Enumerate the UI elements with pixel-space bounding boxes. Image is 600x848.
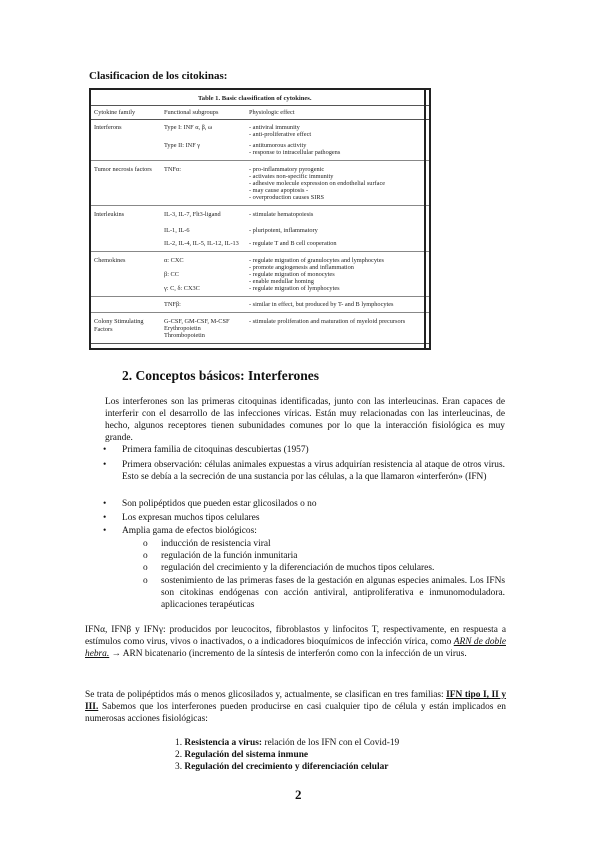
- bullet-item: Primera familia de citoquinas descubiertas (1957): [122, 445, 309, 455]
- table-cell: γ: C, δ: CX3C: [164, 285, 200, 292]
- table-cell: - regulate T and B cell cooperation: [249, 240, 337, 247]
- numbered-item: 1. Resistencia a virus: relación de los IFN con el Covid-19: [175, 738, 400, 748]
- table-cell: Chemokines: [94, 257, 126, 264]
- sub-bullet-marker: o: [143, 563, 148, 573]
- table-cell: - may cause apoptosis -: [249, 187, 309, 194]
- arn-link-text: ARN de doble hebra.: [85, 637, 506, 659]
- sub-bullet-item: inducción de resistencia viral: [161, 539, 271, 549]
- bullet-marker: •: [103, 499, 107, 509]
- table-cell: Interleukins: [94, 211, 125, 218]
- table-cell: - promote angiogenesis and inflammation: [249, 264, 354, 271]
- table-cell: - response to intracellular pathogens: [249, 149, 341, 156]
- table-caption: Table 1. Basic classification of cytokines.: [198, 95, 312, 102]
- section-title: 2. Conceptos básicos: Interferones: [122, 368, 319, 383]
- table-header: Physiologic effect: [249, 109, 295, 116]
- table-cell: - activates non-specific immunity: [249, 173, 334, 180]
- table-cell: Colony Stimulating Factors: [94, 318, 144, 333]
- bullet-item: Amplia gama de efectos biológicos:: [122, 526, 257, 536]
- numbered-item: 3. Regulación del crecimiento y diferenciación celular: [175, 762, 389, 772]
- table-cell: Tumor necrosis factors: [94, 166, 152, 173]
- table-cell: Type II: INF γ: [164, 142, 201, 149]
- sub-bullet-item: sostenimiento de las primeras fases de la gestación en algunas especies animales. Los IFNs son citokinas endógenas con acción antiviral, antiproliferativa e inmunomoduladora. aplicaciones terapéuticas: [161, 576, 505, 610]
- table-cell: - adhesive molecule expression on endothelial surface: [249, 180, 386, 187]
- table-cell: β: CC: [164, 271, 179, 278]
- sub-bullet-marker: o: [143, 539, 148, 549]
- table-cell: TNFα:: [164, 166, 181, 173]
- intro-paragraph: Los interferones son las primeras citoquinas identificadas, junto con las interleucinas. Eran capaces de interferir con el desarrollo de las infecciones víricas. Están muy relacionadas con las interleucinas, de hecho, algunos receptores tienen subunidades comunes por lo que la interacción fisiológica es muy grande.: [105, 397, 505, 443]
- table-cell: - anti-proliferative effect: [249, 131, 312, 138]
- cytokine-table: [89, 88, 431, 350]
- bullet-marker: •: [103, 513, 107, 523]
- table-cell: G-CSF, GM-CSF, M-CSF: [164, 318, 230, 325]
- sub-bullet-item: regulación del crecimiento y la diferenciación de muchos tipos celulares.: [161, 563, 435, 573]
- table-cell: α: CXC: [164, 257, 184, 264]
- bullet-marker: •: [103, 526, 107, 536]
- table-cell: Interferons: [94, 124, 122, 131]
- table-cell: - overproduction causes SIRS: [249, 194, 325, 201]
- table-cell: Erythropoietin: [164, 325, 201, 332]
- page-number: 2: [295, 787, 302, 802]
- bullet-marker: •: [103, 445, 107, 455]
- table-cell: TNFβ:: [164, 301, 181, 308]
- numbered-item: 2. Regulación del sistema inmune: [175, 750, 309, 760]
- table-cell: - antitumorous activity: [249, 142, 307, 149]
- table-cell: IL-1, IL-6: [164, 227, 190, 234]
- table-cell: - regulate migration of granulocytes and lymphocytes: [249, 257, 384, 264]
- table-cell: - antiviral immunity: [249, 124, 300, 131]
- bullet-marker: •: [103, 460, 107, 470]
- table-cell: - similar in effect, but produced by T- and B lymphocytes: [249, 301, 394, 308]
- table-cell: IL-3, IL-7, Flt3-ligand: [164, 211, 221, 218]
- bullet-item: Los expresan muchos tipos celulares: [122, 513, 260, 523]
- table-cell: - regulate migration of monocytes: [249, 271, 335, 278]
- table-cell: - pro-inflammatory pyrogenic: [249, 166, 325, 173]
- table-cell: - stimulate proliferation and maturation of myeloid precursors: [249, 318, 406, 325]
- table-cell: - enable medullar homing: [249, 278, 314, 285]
- table-cell: - pluripotent, inflammatory: [249, 227, 318, 234]
- ifn-paragraph: IFNα, IFNβ y IFNγ: producidos por leucocitos, fibroblastos y linfocitos T, respectivamente, en respuesta a estímulos como virus, vivos o inactivados, o a indicadores bioquímicos de infección vírica, como ARN de doble hebra. → ARN bicatenario (incremento de la síntesis de interferón como con la infección de un virus.: [85, 625, 506, 659]
- table-cell: Type I: INF α, β, ω: [164, 124, 213, 131]
- sub-bullet-marker: o: [143, 576, 148, 586]
- table-cell: IL-2, IL-4, IL-5, IL-12, IL-13: [164, 240, 239, 247]
- table-header: Functional subgroups: [164, 109, 219, 116]
- table-cell: Thrombopoietin: [164, 332, 205, 339]
- table-cell: - regulate migration of lymphocytes: [249, 285, 340, 292]
- table-cell: - stimulate hematopoiesis: [249, 211, 314, 218]
- classification-heading: Clasificacion de los citokinas:: [89, 70, 228, 82]
- types-paragraph: Se trata de polipéptidos más o menos glicosilados y, actualmente, se clasifican en tres familias: IFN tipo I, II y III. Sabemos que los interferones pueden producirse en casi cualquier tipo de célula y están implicados en numerosas acciones fisiológicas:: [85, 690, 507, 724]
- bullet-item: Son polipéptidos que pueden estar glicosilados o no: [122, 499, 317, 509]
- sub-bullet-item: regulación de la función inmunitaria: [161, 551, 298, 561]
- table-header: Cytokine family: [94, 109, 136, 116]
- ifn-types-highlight: IFN tipo I, II y III.: [85, 690, 507, 712]
- bullet-item: Primera observación: células animales expuestas a virus adquirían resistencia al ataque de otros virus. Esto se debía a la secreción de una sustancia por las células, a la que llamaron «interferón» (IFN): [122, 460, 505, 482]
- sub-bullet-marker: o: [143, 551, 148, 561]
